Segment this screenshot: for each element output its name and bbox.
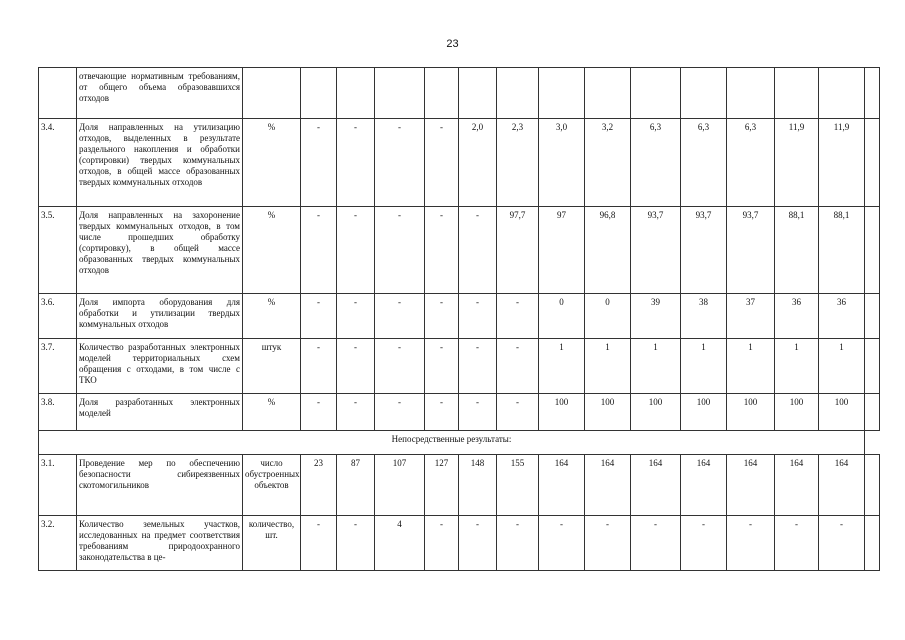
row-number [39,68,77,119]
value-cell: 2,3 [497,119,539,207]
value-cell: 4 [375,516,425,571]
value-cell: 96,8 [585,207,631,294]
unit-cell: штук [243,339,301,394]
section-title: Непосредственные результаты: [39,431,865,455]
value-cell: - [819,516,865,571]
value-cell: - [459,294,497,339]
value-cell: - [375,294,425,339]
value-cell: - [301,516,337,571]
indicator-name: Количество земельных участков, исследованных на предмет соответствия требованиям природоохранного законодательства в це- [77,516,243,571]
value-cell [865,394,880,431]
value-cell [865,68,880,119]
value-cell: 164 [775,455,819,516]
value-cell: 0 [539,294,585,339]
value-cell: 6,3 [681,119,727,207]
value-cell: 97 [539,207,585,294]
value-cell: 1 [585,339,631,394]
value-cell: 0 [585,294,631,339]
value-cell: 164 [631,455,681,516]
unit-cell [243,68,301,119]
value-cell: - [337,294,375,339]
value-cell: 100 [681,394,727,431]
value-cell: 164 [539,455,585,516]
value-cell: - [425,339,459,394]
value-cell: 97,7 [497,207,539,294]
value-cell: 3,0 [539,119,585,207]
row-number: 3.6. [39,294,77,339]
value-cell [425,68,459,119]
value-cell: 100 [585,394,631,431]
value-cell [337,68,375,119]
value-cell [497,68,539,119]
value-cell: 6,3 [727,119,775,207]
unit-cell: % [243,394,301,431]
value-cell [865,294,880,339]
value-cell: - [631,516,681,571]
unit-cell: количество, шт. [243,516,301,571]
value-cell: 93,7 [681,207,727,294]
value-cell: 1 [631,339,681,394]
page-number: 23 [446,38,459,50]
value-cell: 148 [459,455,497,516]
value-cell: - [301,207,337,294]
unit-cell: % [243,207,301,294]
value-cell: 36 [775,294,819,339]
value-cell: - [497,516,539,571]
indicator-name: Проведение мер по обеспечению безопасности сибиреязвенных скотомогильников [77,455,243,516]
value-cell: 164 [819,455,865,516]
value-cell: 100 [631,394,681,431]
value-cell: 1 [727,339,775,394]
indicator-name: Доля направленных на захоронение твердых коммунальных отходов, в том числе прошедших обработку (сортировку), в общей массе образованных твердых коммунальных отходов [77,207,243,294]
value-cell [819,68,865,119]
value-cell: 11,9 [775,119,819,207]
value-cell [585,68,631,119]
value-cell: - [425,294,459,339]
table-row [39,119,880,207]
value-cell: 164 [727,455,775,516]
value-cell: 100 [819,394,865,431]
indicator-name: Доля разработанных электронных моделей [77,394,243,431]
unit-cell: число обустроенных объектов [243,455,301,516]
value-cell: 100 [539,394,585,431]
indicators-table [38,67,880,571]
row-number: 3.2. [39,516,77,571]
value-cell: 93,7 [631,207,681,294]
value-cell: - [459,339,497,394]
value-cell: - [497,339,539,394]
value-cell: - [775,516,819,571]
value-cell: - [301,394,337,431]
value-cell: 88,1 [775,207,819,294]
table-row [39,455,880,516]
row-number: 3.5. [39,207,77,294]
value-cell: 2,0 [459,119,497,207]
value-cell: - [337,516,375,571]
value-cell [775,68,819,119]
value-cell: - [681,516,727,571]
value-cell [631,68,681,119]
value-cell: 88,1 [819,207,865,294]
value-cell [865,339,880,394]
value-cell: - [539,516,585,571]
value-cell: - [301,339,337,394]
value-cell: 1 [775,339,819,394]
value-cell: - [425,516,459,571]
row-number: 3.4. [39,119,77,207]
value-cell [459,68,497,119]
section-row [39,431,880,455]
value-cell: 100 [775,394,819,431]
table-row [39,339,880,394]
value-cell: - [337,119,375,207]
value-cell: 6,3 [631,119,681,207]
value-cell: 11,9 [819,119,865,207]
value-cell: - [375,394,425,431]
value-cell: 1 [681,339,727,394]
value-cell: - [375,207,425,294]
value-cell: 87 [337,455,375,516]
value-cell [865,207,880,294]
value-cell: - [301,294,337,339]
unit-cell: % [243,119,301,207]
value-cell: - [727,516,775,571]
value-cell: 155 [497,455,539,516]
value-cell: - [459,394,497,431]
value-cell: - [337,339,375,394]
value-cell: 100 [727,394,775,431]
value-cell: - [585,516,631,571]
value-cell [539,68,585,119]
indicator-name: отвечающие нормативным требованиям, от общего объема образовавшихся отходов [77,68,243,119]
value-cell: - [375,339,425,394]
value-cell [375,68,425,119]
value-cell: 37 [727,294,775,339]
indicator-name: Количество разработанных электронных моделей территориальных схем обращения с отходами, в том числе с ТКО [77,339,243,394]
table-row [39,294,880,339]
value-cell: - [337,394,375,431]
value-cell: 107 [375,455,425,516]
value-cell: - [425,207,459,294]
table-row [39,516,880,571]
value-cell: - [375,119,425,207]
value-cell: 164 [681,455,727,516]
value-cell [727,68,775,119]
table-row [39,68,880,119]
value-cell: 1 [539,339,585,394]
value-cell: 93,7 [727,207,775,294]
indicator-name: Доля направленных на утилизацию отходов, выделенных в результате раздельного накопления и обработки (сортировки) твердых коммунальных отходов, в общей массе образованных твердых коммунальных отходов [77,119,243,207]
value-cell: - [459,516,497,571]
row-number: 3.1. [39,455,77,516]
value-cell: - [301,119,337,207]
value-cell: 39 [631,294,681,339]
value-cell: 127 [425,455,459,516]
value-cell: 38 [681,294,727,339]
row-number: 3.7. [39,339,77,394]
value-cell: 23 [301,455,337,516]
value-cell [865,516,880,571]
value-cell: 1 [819,339,865,394]
value-cell: 36 [819,294,865,339]
row-number: 3.8. [39,394,77,431]
value-cell: 164 [585,455,631,516]
value-cell: - [497,294,539,339]
value-cell [865,119,880,207]
value-cell [301,68,337,119]
value-cell [681,68,727,119]
value-cell: 3,2 [585,119,631,207]
value-cell: - [337,207,375,294]
indicator-name: Доля импорта оборудования для обработки и утилизации твердых коммунальных отходов [77,294,243,339]
value-cell: - [425,119,459,207]
value-cell: - [425,394,459,431]
value-cell: - [497,394,539,431]
value-cell [865,455,880,516]
value-cell: - [459,207,497,294]
table-row [39,394,880,431]
unit-cell: % [243,294,301,339]
table-row [39,207,880,294]
